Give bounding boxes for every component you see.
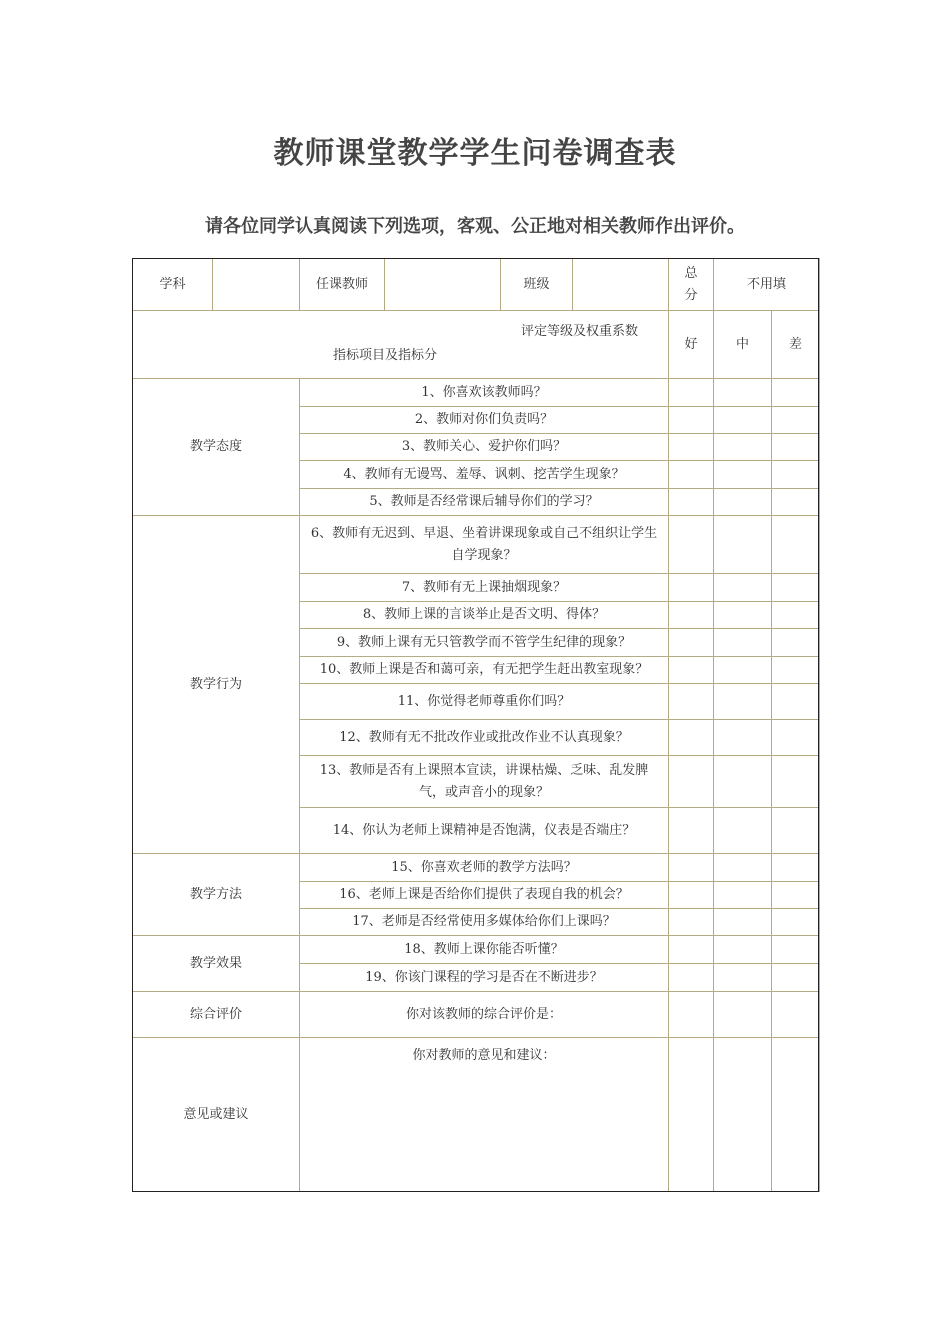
rating-poor-cell[interactable] bbox=[772, 461, 820, 489]
rating-good-cell[interactable] bbox=[669, 602, 714, 629]
overall-row bbox=[133, 992, 820, 1038]
rating-poor-cell[interactable] bbox=[772, 854, 820, 882]
rating-poor-cell[interactable] bbox=[772, 602, 820, 629]
rating-poor-cell[interactable] bbox=[772, 964, 820, 992]
subject-field[interactable] bbox=[213, 259, 300, 311]
question-8: 8、教师上课的言谈举止是否文明、得体？ bbox=[300, 602, 669, 629]
question-14: 14、你认为老师上课精神是否饱满，仪表是否端庄？ bbox=[300, 808, 669, 854]
survey-table bbox=[132, 258, 820, 1192]
question-16: 16、老师上课是否给你们提供了表现自我的机会？ bbox=[300, 882, 669, 909]
col-medium: 中 bbox=[714, 311, 772, 379]
rating-medium-cell[interactable] bbox=[714, 629, 772, 657]
rating-medium-cell[interactable] bbox=[714, 882, 772, 909]
rating-good-cell[interactable] bbox=[669, 756, 714, 808]
rating-good-cell[interactable] bbox=[669, 574, 714, 602]
rating-medium-cell[interactable] bbox=[714, 574, 772, 602]
rating-good-cell[interactable] bbox=[669, 629, 714, 657]
question-6 bbox=[300, 516, 669, 574]
rating-caption: 评定等级及权重系数 bbox=[520, 323, 638, 339]
question-18: 18、教师上课你能否听懂？ bbox=[300, 936, 669, 964]
suggestion-prompt[interactable]: 你对教师的意见和建议： bbox=[300, 1038, 669, 1192]
rating-good-cell[interactable] bbox=[669, 909, 714, 936]
rating-medium-cell[interactable] bbox=[714, 854, 772, 882]
col-good: 好 bbox=[669, 311, 714, 379]
question-3: 3、教师关心、爱护你们吗？ bbox=[300, 434, 669, 461]
rating-good-cell[interactable] bbox=[669, 434, 714, 461]
rating-poor-cell[interactable] bbox=[772, 629, 820, 657]
question-13 bbox=[300, 756, 669, 808]
rating-medium-cell[interactable] bbox=[714, 516, 772, 574]
question-7: 7、教师有无上课抽烟现象？ bbox=[300, 574, 669, 602]
rating-medium-cell[interactable] bbox=[714, 489, 772, 516]
rating-good-cell[interactable] bbox=[669, 516, 714, 574]
rating-good-cell[interactable] bbox=[669, 808, 714, 854]
rating-poor-cell[interactable] bbox=[772, 574, 820, 602]
question-6-line2: 自学现象？ bbox=[451, 547, 517, 563]
empty-cell bbox=[714, 1038, 772, 1192]
question-row bbox=[133, 379, 820, 407]
rating-good-cell[interactable] bbox=[669, 489, 714, 516]
no-fill-note: 不用填 bbox=[714, 259, 820, 311]
diagonal-header-cell bbox=[133, 311, 669, 379]
rating-good-cell[interactable] bbox=[669, 854, 714, 882]
question-1: 1、你喜欢该教师吗？ bbox=[300, 379, 669, 407]
item-caption: 指标项目及指标分 bbox=[333, 347, 438, 363]
rating-medium-cell[interactable] bbox=[714, 407, 772, 434]
teacher-field[interactable] bbox=[385, 259, 501, 311]
rating-medium-cell[interactable] bbox=[714, 936, 772, 964]
rating-medium-cell[interactable] bbox=[714, 808, 772, 854]
rating-poor-cell[interactable] bbox=[772, 379, 820, 407]
total-label-line1: 总 bbox=[684, 265, 698, 281]
rating-medium-cell[interactable] bbox=[714, 602, 772, 629]
rating-medium-cell[interactable] bbox=[714, 657, 772, 684]
rating-good-cell[interactable] bbox=[669, 964, 714, 992]
col-poor: 差 bbox=[772, 311, 820, 379]
rating-poor-cell[interactable] bbox=[772, 756, 820, 808]
rating-medium-cell[interactable] bbox=[714, 909, 772, 936]
rating-poor-cell[interactable] bbox=[772, 992, 820, 1038]
rating-medium-cell[interactable] bbox=[714, 964, 772, 992]
section-attitude: 教学态度 bbox=[133, 379, 300, 516]
question-13-line2: 气，或声音小的现象？ bbox=[418, 784, 549, 800]
header-row bbox=[133, 259, 820, 311]
instruction-text: 请各位同学认真阅读下列选项，客观、公正地对相关教师作出评价。 bbox=[205, 216, 745, 237]
empty-cell bbox=[772, 1038, 820, 1192]
rating-poor-cell[interactable] bbox=[772, 434, 820, 461]
rating-good-cell[interactable] bbox=[669, 992, 714, 1038]
section-effect: 教学效果 bbox=[133, 936, 300, 992]
question-15: 15、你喜欢老师的教学方法吗？ bbox=[300, 854, 669, 882]
rating-medium-cell[interactable] bbox=[714, 461, 772, 489]
rating-poor-cell[interactable] bbox=[772, 684, 820, 720]
question-row bbox=[133, 516, 820, 574]
rating-good-cell[interactable] bbox=[669, 936, 714, 964]
suggestion-row bbox=[133, 1038, 820, 1192]
rating-medium-cell[interactable] bbox=[714, 756, 772, 808]
rating-medium-cell[interactable] bbox=[714, 379, 772, 407]
rating-good-cell[interactable] bbox=[669, 720, 714, 756]
rating-medium-cell[interactable] bbox=[714, 992, 772, 1038]
class-label: 班级 bbox=[501, 259, 573, 311]
section-behavior: 教学行为 bbox=[133, 516, 300, 854]
rating-good-cell[interactable] bbox=[669, 379, 714, 407]
rating-poor-cell[interactable] bbox=[772, 720, 820, 756]
question-12: 12、教师有无不批改作业或批改作业不认真现象？ bbox=[300, 720, 669, 756]
rating-poor-cell[interactable] bbox=[772, 516, 820, 574]
rating-good-cell[interactable] bbox=[669, 882, 714, 909]
question-19: 19、你该门课程的学习是否在不断进步？ bbox=[300, 964, 669, 992]
rating-poor-cell[interactable] bbox=[772, 882, 820, 909]
question-6-line1: 6、教师有无迟到、早退、坐着讲课现象或自己不组织让学生 bbox=[310, 525, 658, 541]
question-9: 9、教师上课有无只管教学而不管学生纪律的现象？ bbox=[300, 629, 669, 657]
rating-poor-cell[interactable] bbox=[772, 407, 820, 434]
rating-medium-cell[interactable] bbox=[714, 434, 772, 461]
question-row bbox=[133, 936, 820, 964]
empty-cell bbox=[669, 1038, 714, 1192]
question-10: 10、教师上课是否和蔼可亲，有无把学生赶出教室现象？ bbox=[300, 657, 669, 684]
question-17: 17、老师是否经常使用多媒体给你们上课吗？ bbox=[300, 909, 669, 936]
question-13-line1: 13、教师是否有上课照本宣读，讲课枯燥、乏味、乱发脾 bbox=[319, 762, 649, 778]
total-label-line2: 分 bbox=[684, 287, 698, 303]
question-row bbox=[133, 854, 820, 882]
question-2: 2、教师对你们负责吗？ bbox=[300, 407, 669, 434]
question-4: 4、教师有无谩骂、羞辱、讽刺、挖苦学生现象？ bbox=[300, 461, 669, 489]
rating-poor-cell[interactable] bbox=[772, 936, 820, 964]
grid-header-row bbox=[133, 311, 820, 379]
overall-prompt: 你对该教师的综合评价是： bbox=[300, 992, 669, 1038]
rating-good-cell[interactable] bbox=[669, 684, 714, 720]
rating-poor-cell[interactable] bbox=[772, 808, 820, 854]
rating-poor-cell[interactable] bbox=[772, 909, 820, 936]
question-5: 5、教师是否经常课后辅导你们的学习？ bbox=[300, 489, 669, 516]
class-field[interactable] bbox=[573, 259, 669, 311]
rating-good-cell[interactable] bbox=[669, 461, 714, 489]
teacher-label: 任课教师 bbox=[300, 259, 385, 311]
total-label bbox=[669, 259, 714, 311]
question-11: 11、你觉得老师尊重你们吗？ bbox=[300, 684, 669, 720]
page-title: 教师课堂教学学生问卷调查表 bbox=[273, 136, 677, 171]
section-method: 教学方法 bbox=[133, 854, 300, 936]
rating-good-cell[interactable] bbox=[669, 657, 714, 684]
rating-poor-cell[interactable] bbox=[772, 657, 820, 684]
section-overall: 综合评价 bbox=[133, 992, 300, 1038]
section-suggestion: 意见或建议 bbox=[133, 1038, 300, 1192]
rating-medium-cell[interactable] bbox=[714, 720, 772, 756]
rating-medium-cell[interactable] bbox=[714, 684, 772, 720]
rating-poor-cell[interactable] bbox=[772, 489, 820, 516]
rating-good-cell[interactable] bbox=[669, 407, 714, 434]
subject-label: 学科 bbox=[133, 259, 213, 311]
